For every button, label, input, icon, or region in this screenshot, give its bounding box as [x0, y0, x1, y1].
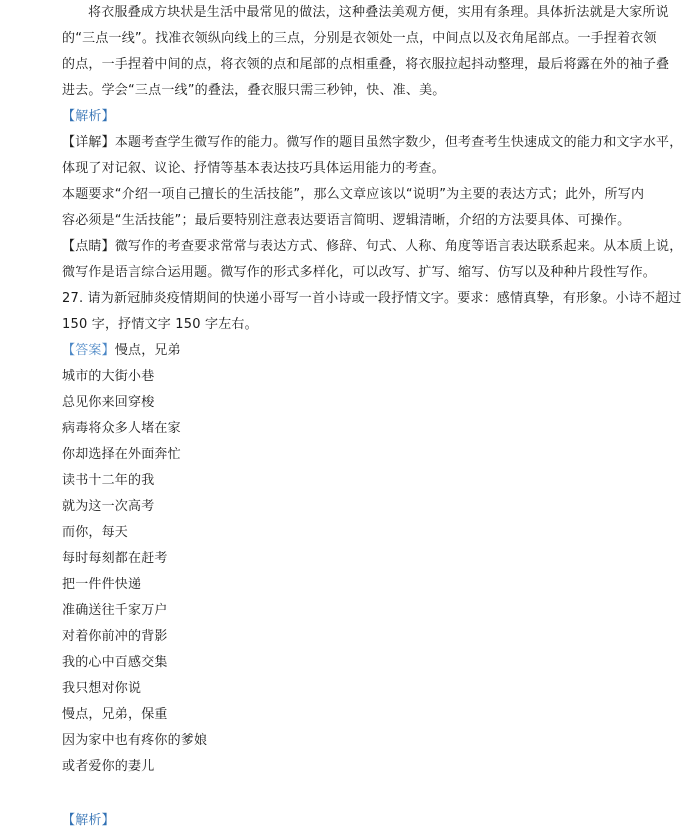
- analysis-tag-bottom: 【解析】: [62, 813, 115, 828]
- poem-line: 慢点，兄弟，保重: [62, 707, 168, 722]
- poem-line: 因为家中也有疼你的爹娘: [62, 733, 208, 748]
- intro-line-2: 的“三点一线”。找准衣领纵向线上的三点，分别是衣领处一点，中间点以及衣角尾部点。一手捏着衣领: [62, 31, 657, 46]
- poem-line: 把一件件快递: [62, 577, 142, 592]
- poem-line: 读书十二年的我: [62, 473, 155, 488]
- tip-line-2: 微写作是语言综合运用题。微写作的形式多样化，可以改写、扩写、缩写、仿写以及种种片段性写作。: [62, 265, 657, 280]
- detail-line-2: 体现了对记叙、议论、抒情等基本表达技巧具体运用能力的考查。: [62, 161, 445, 176]
- detail-line-3: 本题要求“介绍一项自己擅长的生活技能”，那么文章应该以“说明”为主要的表达方式；此外，所写内: [62, 187, 645, 202]
- detail-line-4: 容必须是“生活技能”；最后要特别注意表达要语言简明、逻辑清晰，介绍的方法要具体、可操作。: [62, 213, 631, 228]
- poem-line: 城市的大街小巷: [62, 369, 155, 384]
- detail-line-1: [62, 134, 682, 151]
- tip-tag: 【点睛】: [62, 239, 115, 254]
- answer-tag: 【答案】: [62, 343, 115, 358]
- answer-text-first: 慢点，兄弟: [114, 343, 181, 358]
- detail-text-1: 本题考查学生微写作的能力。微写作的题目虽然字数少，但考查考生快速成文的能力和文字水平，: [114, 135, 683, 150]
- intro-line-1: 将衣服叠成方块状是生活中最常见的做法，这种叠法美观方便，实用有条理。具体折法就是大家所说: [88, 5, 669, 20]
- question-line-2: 150 字，抒情文字 150 字左右。: [62, 317, 258, 332]
- poem-line: 准确送往千家万户: [62, 603, 168, 618]
- poem-line: 每时每刻都在赶考: [62, 551, 168, 566]
- tip-text-1: 微写作的考查要求常常与表达方式、修辞、句式、人称、角度等语言表达联系起来。从本质上说，: [114, 239, 683, 254]
- poem-line: 就为这一次高考: [62, 499, 155, 514]
- intro-line-4: 进去。学会“三点一线”的叠法，叠衣服只需三秒钟，快、准、美。: [62, 83, 446, 98]
- question-line-1: 27. 请为新冠肺炎疫情期间的快递小哥写一首小诗或一段抒情文字。要求：感情真挚，有形象。小诗不超过: [62, 291, 682, 306]
- detail-tag: 【详解】: [62, 135, 115, 150]
- intro-line-3: 的点，一手捏着中间的点，将衣领的点和尾部的点相重叠，将衣服拉起抖动整理，最后将露在外的袖子叠: [62, 57, 670, 72]
- poem-line: 你却选择在外面奔忙: [62, 447, 181, 462]
- analysis-tag: 【解析】: [62, 109, 115, 124]
- poem-line: 我的心中百感交集: [62, 655, 168, 670]
- poem-line: 我只想对你说: [62, 681, 142, 696]
- tip-line-1: [62, 238, 682, 255]
- poem-line: 总见你来回穿梭: [62, 395, 155, 410]
- poem-line: 而你，每天: [62, 525, 129, 540]
- answer-first-line: [62, 342, 181, 359]
- poem-line: 病毒将众多人堵在家: [62, 421, 181, 436]
- poem-line: 对着你前冲的背影: [62, 629, 168, 644]
- poem-line: 或者爱你的妻儿: [62, 759, 155, 774]
